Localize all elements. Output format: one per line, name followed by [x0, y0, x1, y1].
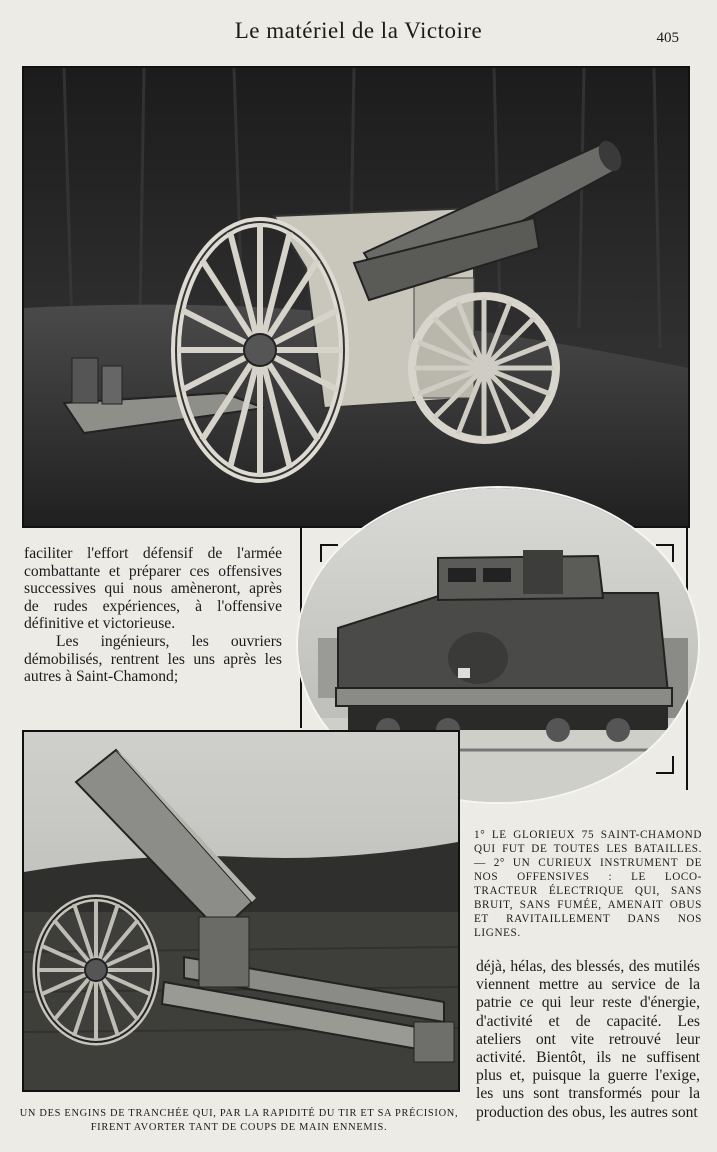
page-number: 405 — [656, 30, 679, 46]
page-title: Le matériel de la Victoire — [234, 18, 483, 43]
right-column-text: déjà, hélas, des blessés, des mutilés viennent mettre au service de la patrie ce qui leur reste d'énergie, d'activité et de capacité. Les ateliers ont vite retrouvé leur activité. Bientôt, ils ne suffisent plus et, puisque la guerre l'exige, les uns sont transformés pour la production des obus, les autres sont — [476, 958, 700, 1121]
frame-corner-bottom-right — [656, 756, 674, 774]
trench-engine-photo-icon — [24, 732, 458, 1090]
left-paragraph-1: faciliter l'effort défensif de l'armée combattante et préparer ces offensives successives qui nous amèneront, après de rudes expériences, à l'offensive définitive et victorieuse. — [24, 545, 282, 633]
right-figure-caption: 1° LE GLORIEUX 75 SAINT-CHAMOND QUI FUT DE TOUTES LES BATAILLES. — 2° UN CURIEUX INSTRUMENT DE NOS OFFENSIVES : LE LOCO-TRACTEUR ÉLECTRIQUE QUI, SANS BRUIT, SANS FUMÉE, AMENAIT OBUS ET RAVITAILLEMENT DANS NOS LIGNES. — [474, 829, 702, 939]
bottom-figure-caption: UN DES ENGINS DE TRANCHÉE QUI, PAR LA RAPIDITÉ DU TIR ET SA PRÉCISION, FIRENT AVORTER TANT DE COUPS DE MAIN ENNEMIS. — [19, 1108, 459, 1133]
trench-engine-photo — [22, 730, 460, 1092]
left-paragraph-2: Les ingénieurs, les ouvriers démobilisés, rentrent les uns après les autres à Saint-Chamond; — [24, 632, 282, 686]
field-gun-photo-icon — [24, 68, 688, 526]
field-gun-photo — [22, 66, 690, 528]
left-column-text — [24, 545, 282, 686]
